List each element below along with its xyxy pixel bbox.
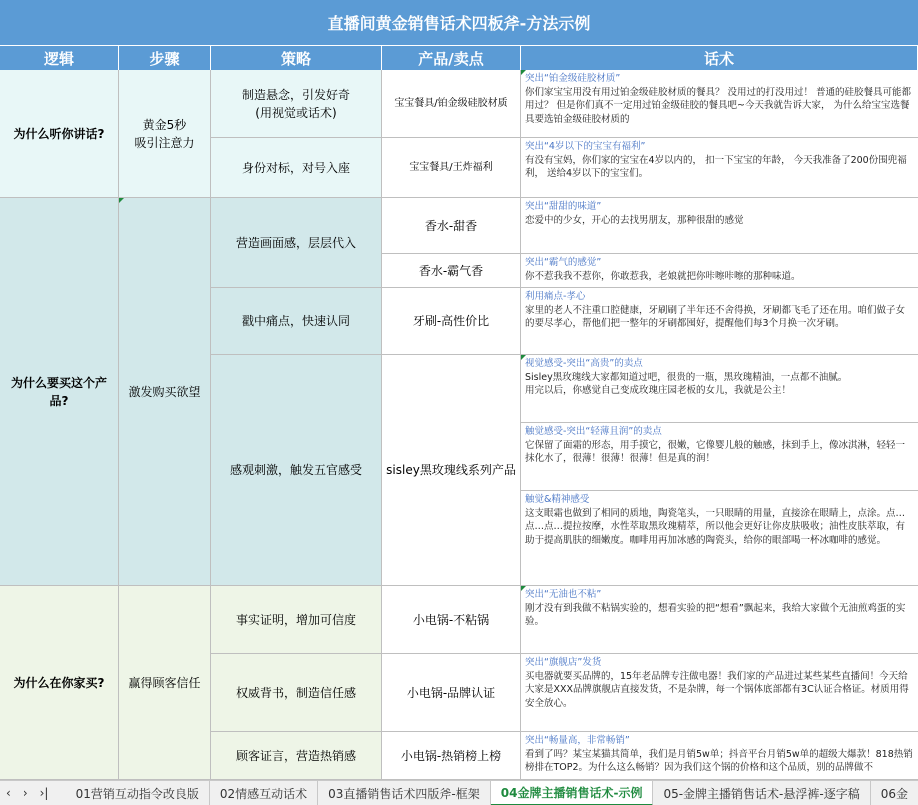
- strategy-cell-pain-point[interactable]: 戳中痛点，快速认同: [211, 288, 382, 355]
- product-cell-pot-bestseller[interactable]: 小电锅-热销榜上榜: [382, 732, 521, 780]
- logic-cell-desire[interactable]: 为什么要买这个产品?: [0, 198, 119, 586]
- talk-cell[interactable]: [521, 732, 918, 780]
- cell-comment-marker: [521, 586, 526, 591]
- talk-highlight: 突出“甜甜的味道”: [525, 201, 602, 212]
- talk-text: 看到了吗？某宝某猫其简单，我们是月销5w单；抖音平台月销5w单的超级大爆款！818热销榜排在TOP2。为什么这么畅销？因为我们这个锅的价格和这个品质，别的品牌做不: [525, 748, 913, 773]
- product-cell-baby-welfare[interactable]: 宝宝餐具/王炸福利: [382, 138, 521, 198]
- cell-comment-marker: [119, 198, 124, 203]
- talk-text: 刚才没有到我做不粘锅实验的，想看实验的把“想看”飘起来，我给大家做个无油煎鸡蛋的实验。: [525, 602, 906, 627]
- talk-text: 有没有宝妈，你们家的宝宝在4岁以内的， 扣一下宝宝的年龄， 今天我准备了200份围兜福利， 送给4岁以下的宝宝们。: [525, 154, 907, 179]
- talk-text: 买电器就要买品牌的，15年老品牌专注做电器！我们家的产品进过某些某些直播间！今天给大家是XXX品牌旗舰店直接发货，不是杂牌，每一个锅体底部都有3C认证合格证。材质用得安全放心。: [525, 670, 909, 709]
- product-cell-perfume-bold[interactable]: 香水-霸气香: [382, 254, 521, 288]
- sheet-nav: [0, 786, 66, 800]
- sheet-tab-active[interactable]: 04金牌主播销售话术-示例: [491, 781, 654, 805]
- talk-cell[interactable]: [521, 654, 918, 732]
- sheet-tab-bar: [0, 780, 918, 805]
- talk-highlight: 触觉感受-突出“轻薄且润”的卖点: [525, 426, 662, 437]
- talk-cell[interactable]: [521, 423, 918, 491]
- strategy-cell-suspense[interactable]: 制造悬念，引发好奇 (用视觉或话术): [211, 70, 382, 138]
- talk-cell[interactable]: [521, 70, 918, 138]
- step-cell-trust[interactable]: 赢得顾客信任: [119, 586, 211, 780]
- header-talk: 话术: [521, 46, 918, 70]
- strategy-cell-authority[interactable]: 权威背书，制造信任感: [211, 654, 382, 732]
- header-strategy: 策略: [211, 46, 382, 70]
- logic-cell-trust[interactable]: 为什么在你家买?: [0, 586, 119, 780]
- prev-sheet-icon[interactable]: ‹: [6, 786, 11, 800]
- sheet-title: 直播间黄金销售话术四板斧-方法示例: [0, 0, 918, 46]
- sheet-tab[interactable]: 06金: [880, 786, 908, 801]
- talk-cell[interactable]: [521, 254, 918, 288]
- logic-cell-attention[interactable]: 为什么听你讲话?: [0, 70, 119, 198]
- talk-cell[interactable]: [521, 491, 918, 586]
- step-cell-attention[interactable]: 黄金5秒 吸引注意力: [119, 70, 211, 198]
- talk-cell[interactable]: [521, 586, 918, 654]
- talk-highlight: 突出“无油也不粘”: [525, 589, 602, 600]
- strategy-cell-facts[interactable]: 事实证明，增加可信度: [211, 586, 382, 654]
- talk-text: 你们家宝宝用没有用过铂金级硅胶材质的餐具？ 没用过的打没用过！ 普通的硅胶餐具可能都用过？ 但是你们真不一定用过铂金级硅胶的餐具吧~今天我就告诉大家， 为什么给宝宝选餐具要选铂金级硅胶材质的: [525, 86, 912, 125]
- product-cell-pot-brand[interactable]: 小电锅-品牌认证: [382, 654, 521, 732]
- cell-comment-marker: [521, 355, 526, 360]
- strategy-cell-identity[interactable]: 身份对标，对号入座: [211, 138, 382, 198]
- talk-text: 这支眼霜也做到了相同的质地，陶瓷笔头，一只眼睛的用量，直接涂在眼睛上，点涂。点…点…点…提拉按摩，水性萃取黑玫瑰精萃，所以他会更好让你皮肤吸收；油性皮肤萃取，有助于提高肌肤的细嫩度。咖啡用再加冰感的陶瓷头，给你的眼部喝一杯冰咖啡的感觉。: [525, 507, 906, 546]
- talk-highlight: 视觉感受-突出“高贵”的卖点: [525, 358, 643, 369]
- header-step: 步骤: [119, 46, 211, 70]
- talk-text: 家里的老人不注重口腔健康，牙刷刷了半年还不舍得换，牙刷都飞毛了还在用。咱们做子女的要尽孝心，帮他们把一整年的牙刷都囤好，提醒他们每3个月换一次牙刷。: [525, 304, 906, 329]
- last-sheet-icon[interactable]: ›|: [39, 786, 49, 800]
- talk-text: 它保留了面霜的形态，用手摸它，很嫩，它像婴儿般的触感，抹到手上，像冰淇淋，轻轻一抹化水了，很薄！很薄！很薄！但是真的润！: [525, 439, 906, 464]
- sheet-tab[interactable]: 01营销互动指令改良版: [66, 781, 210, 805]
- talk-highlight: 突出“铂金级硅胶材质”: [525, 73, 621, 84]
- next-sheet-icon[interactable]: ›: [22, 786, 28, 800]
- sheet-tab[interactable]: 03直播销售话术四版斧-框架: [318, 781, 491, 805]
- product-cell-perfume-sweet[interactable]: 香水-甜香: [382, 198, 521, 254]
- step-cell-desire[interactable]: 激发购买欲望: [119, 198, 211, 586]
- talk-cell[interactable]: [521, 355, 918, 423]
- sheet-tab[interactable]: 02情感互动话术: [210, 781, 318, 805]
- talk-highlight: 突出“畅量高，非常畅销”: [525, 735, 630, 746]
- talk-highlight: 突出“霸气的感觉”: [525, 257, 602, 268]
- talk-highlight: 突出“4岁以下的宝宝有福利”: [525, 141, 646, 152]
- product-cell-sisley[interactable]: sisley黑玫瑰线系列产品: [382, 355, 521, 586]
- strategy-cell-testimony[interactable]: 顾客证言，营造热销感: [211, 732, 382, 780]
- product-cell-pot-nonstick[interactable]: 小电锅-不粘锅: [382, 586, 521, 654]
- product-cell-baby-silicone[interactable]: 宝宝餐具/铂金级硅胶材质: [382, 70, 521, 138]
- talk-text: Sisley黑玫瑰线大家都知道过吧，很贵的一瓶，黑玫瑰精油，一点都不油腻。 用完以后，你感觉自己变成玫瑰庄园老板的女儿，我就是公主！: [525, 371, 848, 396]
- cell-comment-marker: [521, 70, 526, 75]
- talk-highlight: 利用痛点-孝心: [525, 291, 586, 302]
- talk-highlight: 触觉&精神感受: [525, 494, 590, 505]
- product-cell-toothbrush[interactable]: 牙刷-高性价比: [382, 288, 521, 355]
- talk-highlight: 突出“旗舰店”发货: [525, 657, 602, 668]
- talk-cell[interactable]: [521, 138, 918, 198]
- talk-cell[interactable]: [521, 288, 918, 355]
- strategy-cell-imagery[interactable]: 营造画面感，层层代入: [211, 198, 382, 288]
- strategy-cell-senses[interactable]: 感观刺激，触发五官感受: [211, 355, 382, 586]
- column-header-row: [0, 46, 918, 70]
- talk-cell[interactable]: [521, 198, 918, 254]
- header-product: 产品/卖点: [382, 46, 521, 70]
- sheet-tab[interactable]: 05-金牌主播销售话术-悬浮裤-逐字稿: [653, 781, 870, 805]
- header-logic: 逻辑: [0, 46, 119, 70]
- talk-text: 恋爱中的少女，开心的去找男朋友，那种很甜的感觉: [525, 214, 744, 226]
- talk-text: 你不惹我我不惹你，你敢惹我，老娘就把你咔嚓咔嚓的那种味道。: [525, 270, 801, 282]
